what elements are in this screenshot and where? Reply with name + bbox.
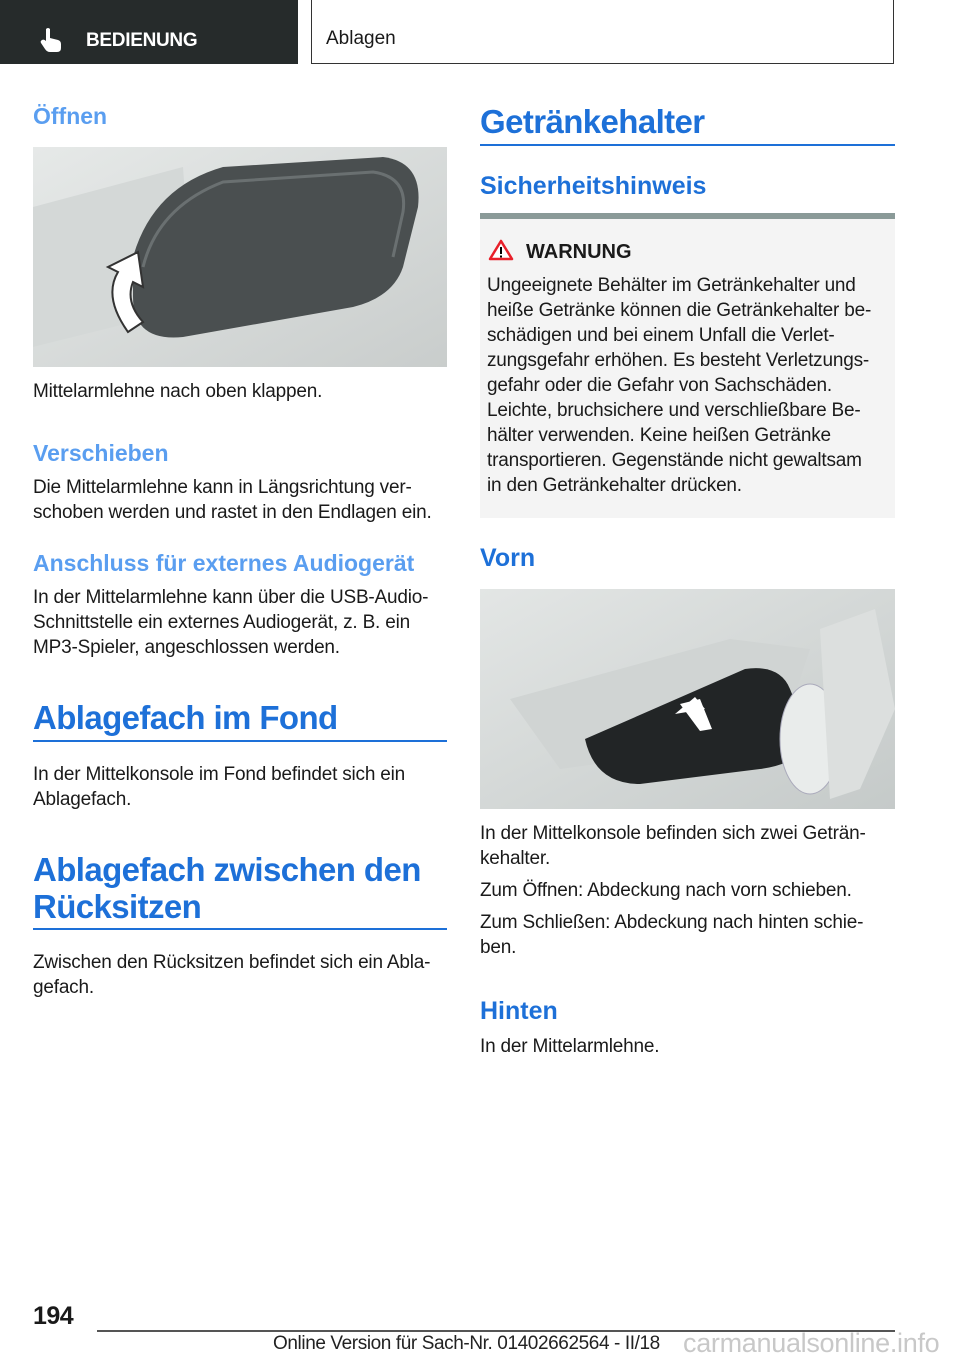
text-line: In der Mittelkonsole befinden sich zwei Geträn- bbox=[480, 823, 866, 844]
text-line: heiße Getränke können die Getränkehalter be- bbox=[487, 300, 872, 321]
section-label: BEDIENUNG bbox=[86, 30, 198, 51]
watermark: carmanualsonline.info bbox=[683, 1328, 940, 1358]
heading-hinten: Hinten bbox=[480, 997, 558, 1025]
divider bbox=[480, 144, 895, 146]
text-verschieben bbox=[33, 475, 447, 525]
text-hinten: In der Mittelarmlehne. bbox=[480, 1036, 660, 1057]
warning-title: WARNUNG bbox=[526, 241, 632, 263]
heading-vorn: Vorn bbox=[480, 544, 536, 572]
text-line: kehalter. bbox=[480, 848, 551, 869]
divider bbox=[33, 740, 447, 742]
chapter-tab bbox=[311, 0, 894, 64]
text-line: schoben werden und rastet in den Endlagen ein. bbox=[33, 502, 432, 523]
page-number: 194 bbox=[33, 1302, 74, 1330]
heading-line: Rücksitzen bbox=[33, 888, 202, 925]
text-anschluss bbox=[33, 585, 447, 660]
chapter-label: Ablagen bbox=[326, 28, 396, 49]
text-fond bbox=[33, 762, 447, 812]
text-line: in den Getränkehalter drücken. bbox=[487, 475, 742, 496]
text-line: gefahr oder die Gefahr von Sachschäden. bbox=[487, 375, 832, 396]
text-line: Zum Öffnen: Abdeckung nach vorn schieben. bbox=[480, 880, 852, 901]
heading-fond: Ablagefach im Fond bbox=[33, 699, 338, 736]
heading-getraenkehalter: Getränkehalter bbox=[480, 103, 705, 140]
text-line: Zum Schließen: Abdeckung nach hinten schie- bbox=[480, 912, 864, 933]
text-line: zungsgefahr erhöhen. Es besteht Verletzungs- bbox=[487, 350, 870, 371]
text-line: hälter verwenden. Keine heißen Getränke bbox=[487, 425, 831, 446]
section-tab bbox=[0, 0, 298, 64]
text-line: In der Mittelarmlehne kann über die USB-Audio- bbox=[33, 587, 429, 608]
heading-anschluss: Anschluss für externes Audiogerät bbox=[33, 550, 415, 576]
warning-triangle-icon bbox=[488, 239, 514, 261]
text-line: transportieren. Gegenstände nicht gewaltsam bbox=[487, 450, 862, 471]
text-line: Schnittstelle ein externes Audiogerät, z. B. ein bbox=[33, 612, 410, 633]
heading-sicherheitshinweis: Sicherheitshinweis bbox=[480, 172, 707, 200]
warning-text bbox=[487, 273, 892, 498]
text-line: schädigen und bei einem Unfall die Verlet- bbox=[487, 325, 835, 346]
text-line: Ungeeignete Behälter im Getränkehalter und bbox=[487, 275, 856, 296]
text-vorn bbox=[480, 821, 895, 960]
heading-ruecksitze bbox=[33, 851, 447, 925]
text-line: In der Mittelkonsole im Fond befindet sich ein bbox=[33, 764, 406, 785]
heading-oeffnen: Öffnen bbox=[33, 103, 108, 129]
text-line: gefach. bbox=[33, 977, 94, 998]
hand-pointer-icon bbox=[40, 27, 64, 53]
text-line: Die Mittelarmlehne kann in Längsrichtung ver- bbox=[33, 477, 412, 498]
warning-box bbox=[480, 213, 895, 518]
text-ruecksitze bbox=[33, 950, 447, 1000]
cupholder-image bbox=[480, 589, 895, 809]
divider bbox=[33, 928, 447, 930]
heading-verschieben: Verschieben bbox=[33, 440, 169, 466]
text-line: Ablagefach. bbox=[33, 789, 132, 810]
text-line: ben. bbox=[480, 937, 517, 958]
footer-version: Online Version für Sach-Nr. 01402662564 - II/18 bbox=[273, 1333, 660, 1354]
text-line: Leichte, bruchsichere und verschließbare Be- bbox=[487, 400, 861, 421]
heading-line: Ablagefach zwischen den bbox=[33, 851, 421, 888]
warning-bar bbox=[480, 213, 895, 219]
text-line: MP3-Spieler, angeschlossen werden. bbox=[33, 637, 340, 658]
text-line: Zwischen den Rücksitzen befindet sich ein Abla- bbox=[33, 952, 431, 973]
armrest-image bbox=[33, 147, 447, 367]
caption-oeffnen: Mittelarmlehne nach oben klappen. bbox=[33, 381, 323, 402]
